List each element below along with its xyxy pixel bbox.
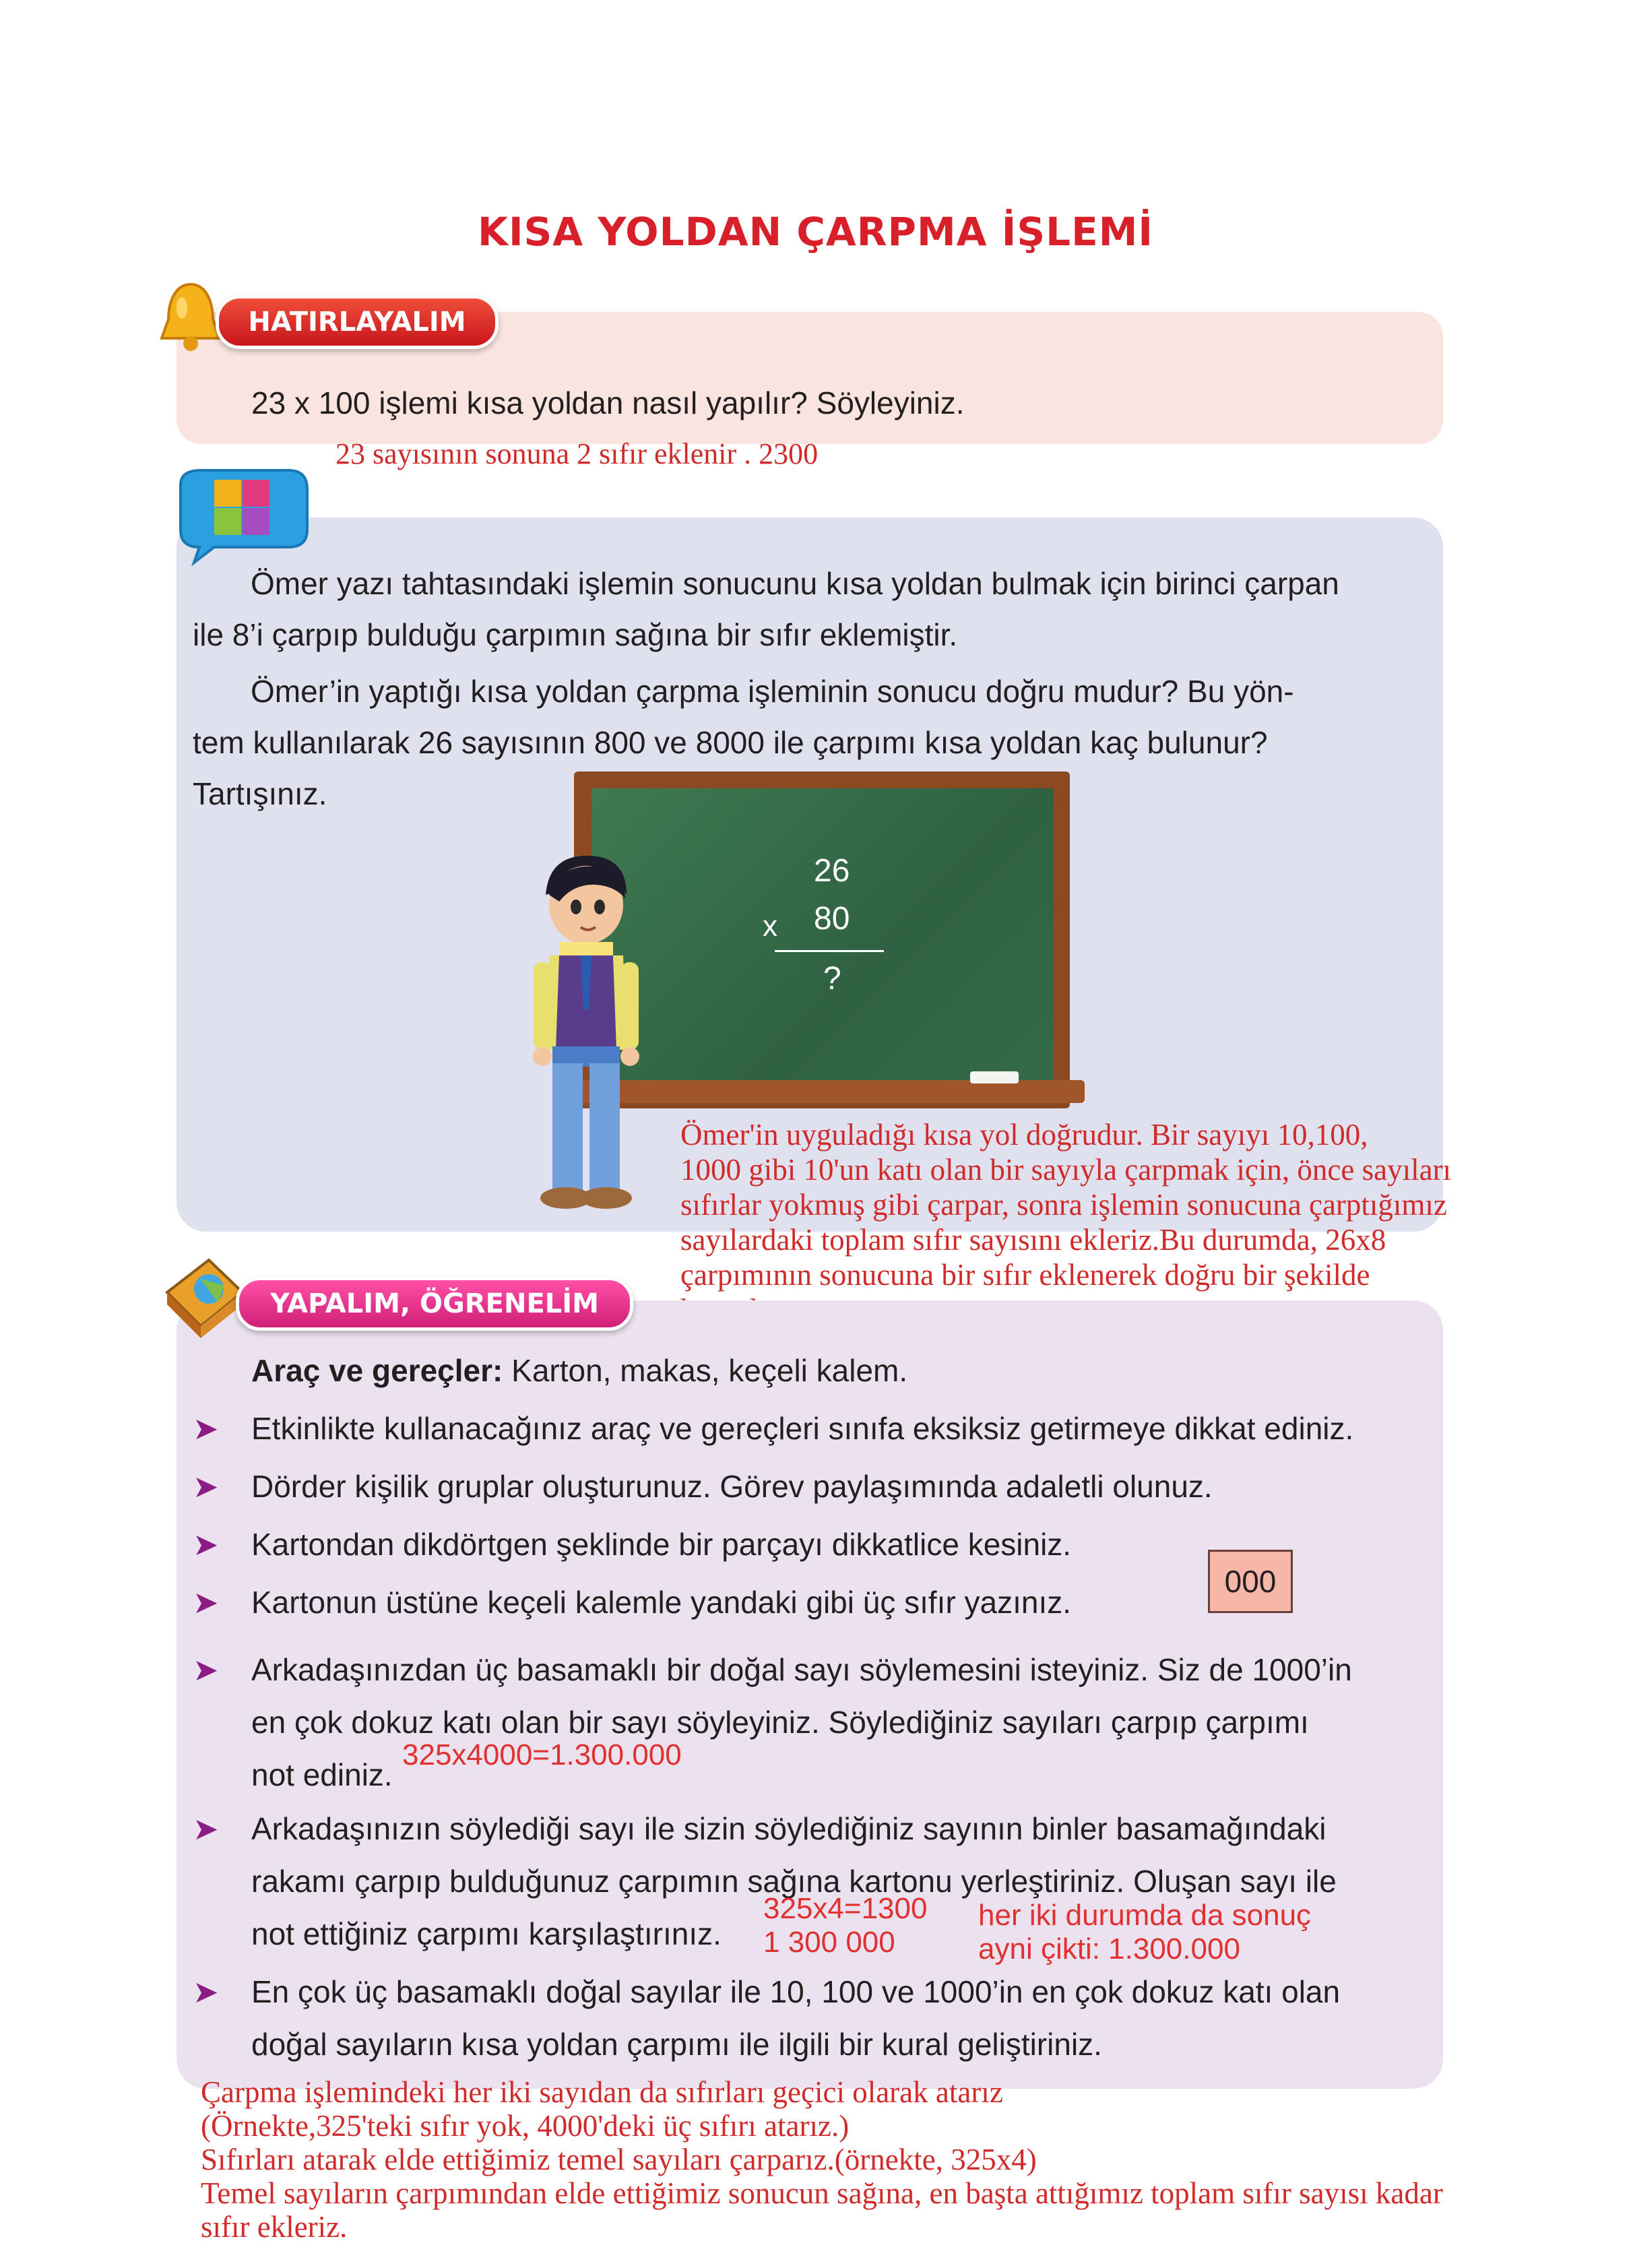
activity-item-5-line2: en çok dokuz katı olan bir sayı söyleyiniz. Söylediğiniz sayıları çarpıp çarpımı (251, 1705, 1309, 1740)
rule-line: sıfır ekleriz. (201, 2210, 348, 2244)
board-operator: x (763, 910, 777, 943)
problem-answer-line: 1000 gibi 10'un katı olan bir sayıyla çarpmak için, önce sayıları (680, 1153, 1452, 1187)
board-bottom-number: 80 (814, 901, 850, 937)
book-icon (160, 1252, 248, 1340)
board-result: ? (823, 961, 841, 997)
remember-question: 23 x 100 işlemi kısa yoldan nasıl yapılır? Söyleyiniz. (251, 385, 965, 420)
chalkboard (591, 788, 1054, 1086)
activity-item: Etkinlikte kullanacağınız araç ve gereçleri sınıfa eksiksiz getirmeye dikkat ediniz. (251, 1411, 1354, 1446)
bullet-arrow-icon: ➤ (193, 1469, 219, 1504)
bullet-arrow-icon: ➤ (193, 1974, 219, 2009)
item5-handwritten-answer: 325x4000=1.300.000 (402, 1738, 682, 1771)
materials-label: Araç ve gereçler: (251, 1353, 503, 1388)
materials-value: Karton, makas, keçeli kalem. (511, 1353, 908, 1388)
rule-line: Temel sayıların çarpımından elde ettiğimiz sonucun sağına, en başta attığımız toplam sıfır sayısı kadar (201, 2176, 1443, 2210)
problem-paragraph2-line1: Ömer’in yaptığı kısa yoldan çarpma işleminin sonucu doğru mudur? Bu yön- (251, 674, 1294, 709)
chalk-piece (970, 1071, 1019, 1083)
rule-line: Sıfırları atarak elde ettiğimiz temel sayıları çarparız.(örnekte, 325x4) (201, 2143, 1037, 2176)
activity-item-6-line3: not ettiğiniz çarpımı karşılaştırınız. (251, 1916, 722, 1951)
remember-handwritten-answer: 23 sayısının sonuna 2 sıfır eklenir . 2300 (335, 437, 819, 470)
item6-conclusion-line: ayni çikti: 1.300.000 (978, 1932, 1240, 1965)
remember-tag: HATIRLAYALIM (216, 295, 499, 349)
item6-conclusion-line: her iki durumda da sonuç (978, 1899, 1312, 1932)
problem-paragraph1-line1: Ömer yazı tahtasındaki işlemin sonucunu kısa yoldan bulmak için birinci çarpan (251, 566, 1339, 601)
bullet-arrow-icon: ➤ (193, 1652, 219, 1687)
item6-calc-line: 325x4=1300 (763, 1892, 928, 1925)
boy-illustration (519, 848, 653, 1225)
materials-line (251, 1345, 1397, 1396)
problem-answer-line: çarpımının sonucuna bir sıfır eklenerek doğru bir şekilde (680, 1258, 1370, 1292)
activity-item-5-line1: Arkadaşınızdan üç basamaklı bir doğal sayı söylemesini isteyiniz. Siz de 1000’in (251, 1652, 1352, 1687)
zero-card: 000 (1208, 1550, 1293, 1613)
problem-handwritten-answer (680, 1117, 1624, 1327)
activity-item-5-line3: not ediniz. (251, 1757, 393, 1792)
activity-item-6-line1: Arkadaşınızın söylediği sayı ile sizin söylediğiniz sayının binler basamağındaki (251, 1811, 1326, 1846)
activity-item-6-line2: rakamı çarpıp bulduğunuz çarpımın sağına kartonu yerleştiriniz. Oluşan sayı ile (251, 1864, 1337, 1899)
activity-tag: YAPALIM, ÖĞRENELİM (236, 1277, 633, 1331)
activity-item: Kartonun üstüne keçeli kalemle yandaki gibi üç sıfır yazınız. (251, 1585, 1072, 1620)
problem-paragraph2-line3: Tartışınız. (193, 776, 327, 811)
problem-paragraph1-line2: ile 8’i çarpıp bulduğu çarpımın sağına bir sıfır eklemiştir. (193, 617, 958, 652)
bullet-arrow-icon: ➤ (193, 1411, 219, 1446)
bullet-arrow-icon: ➤ (193, 1585, 219, 1620)
item6-calc-line: 1 300 000 (763, 1926, 895, 1959)
problem-answer-line: Ömer'in uyguladığı kısa yol doğrudur. Bir sayıyı 10,100, (680, 1118, 1368, 1152)
activity-item-7-line1: En çok üç basamaklı doğal sayılar ile 10, 100 ve 1000’in en çok dokuz katı olan (251, 1974, 1341, 2009)
page-title: KISA YOLDAN ÇARPMA İŞLEMİ (478, 209, 1153, 255)
problem-answer-line: sayılardaki toplam sıfır sayısını ekleriz.Bu durumda, 26x8 (680, 1223, 1386, 1257)
problem-paragraph2-line2: tem kullanılarak 26 sayısının 800 ve 8000 ile çarpımı kısa yoldan kaç bulunur? (193, 725, 1268, 760)
item6-handwritten-conclusion (978, 1899, 1311, 1966)
board-top-number: 26 (814, 853, 850, 889)
problem-answer-line: sıfırlar yokmuş gibi çarpar, sonra işlemin sonucuna çarptığımız (680, 1188, 1447, 1222)
item6-handwritten-calc (763, 1892, 927, 1959)
rule-line: Çarpma işlemindeki her iki sayıdan da sıfırları geçici olarak atarız (201, 2075, 1003, 2109)
activity-item: Dörder kişilik gruplar oluşturunuz. Görev paylaşımında adaletli olunuz. (251, 1469, 1213, 1504)
rule-handwritten (201, 2075, 1616, 2244)
board-line (775, 950, 884, 952)
bullet-arrow-icon: ➤ (193, 1527, 219, 1562)
puzzle-speech-icon (167, 465, 315, 566)
rule-line: (Örnekte,325'teki sıfır yok, 4000'deki üç sıfırı atarız.) (201, 2109, 850, 2143)
bullet-arrow-icon: ➤ (193, 1811, 219, 1846)
activity-item: Kartondan dikdörtgen şeklinde bir parçayı dikkatlice kesiniz. (251, 1527, 1072, 1562)
activity-item-7-line2: doğal sayıların kısa yoldan çarpımı ile ilgili bir kural geliştiriniz. (251, 2027, 1102, 2062)
